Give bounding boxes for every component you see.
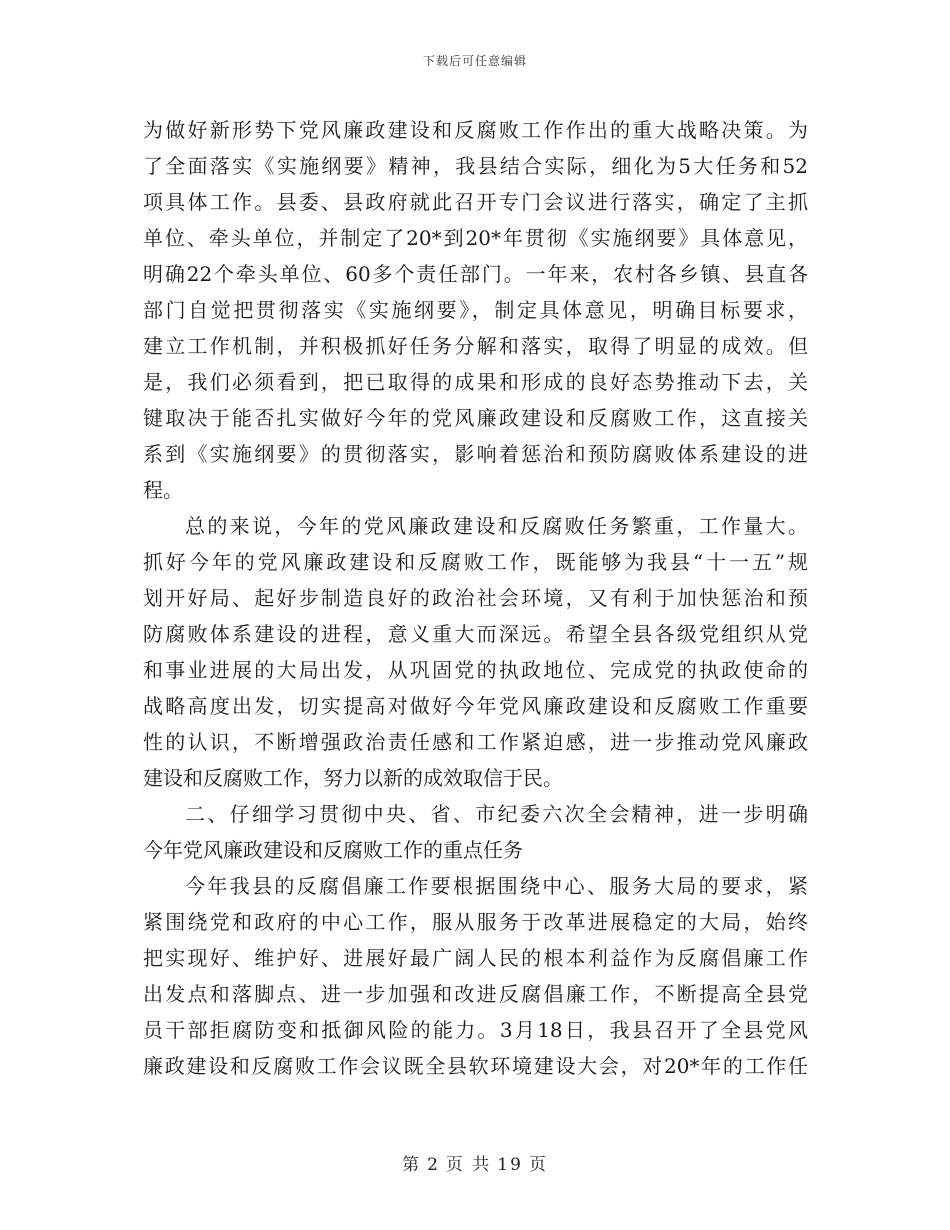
footer-prefix: 第 bbox=[402, 1155, 422, 1175]
text-line: 抓好今年的党风廉政建设和反腐败工作，既能够为我县“十一五”规 bbox=[143, 550, 808, 574]
text-line: 部门自觉把贯彻落实《实施纲要》，制定具体意见，明确目标要求， bbox=[143, 298, 808, 322]
page-footer bbox=[0, 1150, 950, 1175]
text-line: 了全面落实《实施纲要》精神，我县结合实际，细化为5大任务和52 bbox=[143, 154, 808, 178]
text-line: 今年我县的反腐倡廉工作要根据围绕中心、服务大局的要求，紧 bbox=[185, 874, 808, 898]
text-line: 性的认识，不断增强政治责任感和工作紧迫感，进一步推动党风廉政 bbox=[143, 730, 808, 754]
text-line: 键取决于能否扎实做好今年的党风廉政建设和反腐败工作，这直接关 bbox=[143, 406, 808, 430]
text-line: 出发点和落脚点、进一步加强和改进反腐倡廉工作，不断提高全县党 bbox=[143, 982, 808, 1006]
text-line: 总的来说，今年的党风廉政建设和反腐败任务繁重，工作量大。 bbox=[185, 514, 808, 538]
footer-page-number: 2 bbox=[427, 1155, 440, 1175]
text-line: 程。 bbox=[143, 478, 183, 502]
text-line: 是，我们必须看到，把已取得的成果和形成的良好态势推动下去，关 bbox=[143, 370, 808, 394]
text-line: 明确22个牵头单位、60多个责任部门。一年来，农村各乡镇、县直各 bbox=[143, 262, 808, 286]
text-line: 建立工作机制，并积极抓好任务分解和落实，取得了明显的成效。但 bbox=[143, 334, 808, 358]
text-line: 和事业进展的大局出发，从巩固党的执政地位、完成党的执政使命的 bbox=[143, 658, 808, 682]
text-line: 划开好局、起好步制造良好的政治社会环境，又有利于加快惩治和预 bbox=[143, 586, 808, 610]
text-line: 战略高度出发，切实提高对做好今年党风廉政建设和反腐败工作重要 bbox=[143, 694, 808, 718]
text-line: 防腐败体系建设的进程，意义重大而深远。希望全县各级党组织从党 bbox=[143, 622, 808, 646]
body-text bbox=[143, 112, 808, 1084]
text-line: 项具体工作。县委、县政府就此召开专门会议进行落实，确定了主抓 bbox=[143, 190, 808, 214]
text-line: 廉政建设和反腐败工作会议既全县软环境建设大会，对20*年的工作任 bbox=[143, 1054, 808, 1078]
text-line: 紧围绕党和政府的中心工作，服从服务于改革进展稳定的大局，始终 bbox=[143, 910, 808, 934]
footer-suffix: 页 bbox=[528, 1155, 548, 1175]
text-line: 员干部拒腐防变和抵御风险的能力。3月18日，我县召开了全县党风 bbox=[143, 1018, 808, 1042]
text-line: 建设和反腐败工作，努力以新的成效取信于民。 bbox=[143, 766, 563, 790]
text-line: 为做好新形势下党风廉政建设和反腐败工作作出的重大战略决策。为 bbox=[143, 118, 808, 142]
text-line: 单位、牵头单位，并制定了20*到20*年贯彻《实施纲要》具体意见， bbox=[143, 226, 808, 250]
footer-mid: 页 共 bbox=[445, 1155, 492, 1175]
footer-total-pages: 19 bbox=[497, 1155, 523, 1175]
text-line: 把实现好、维护好、进展好最广阔人民的根本利益作为反腐倡廉工作 bbox=[143, 946, 808, 970]
text-line: 二、仔细学习贯彻中央、省、市纪委六次全会精神，进一步明确 bbox=[185, 802, 808, 826]
page-header: 下载后可任意编辑 bbox=[422, 54, 527, 68]
text-line: 系到《实施纲要》的贯彻落实，影响着惩治和预防腐败体系建设的进 bbox=[143, 442, 808, 466]
text-line: 今年党风廉政建设和反腐败工作的重点任务 bbox=[143, 838, 523, 862]
